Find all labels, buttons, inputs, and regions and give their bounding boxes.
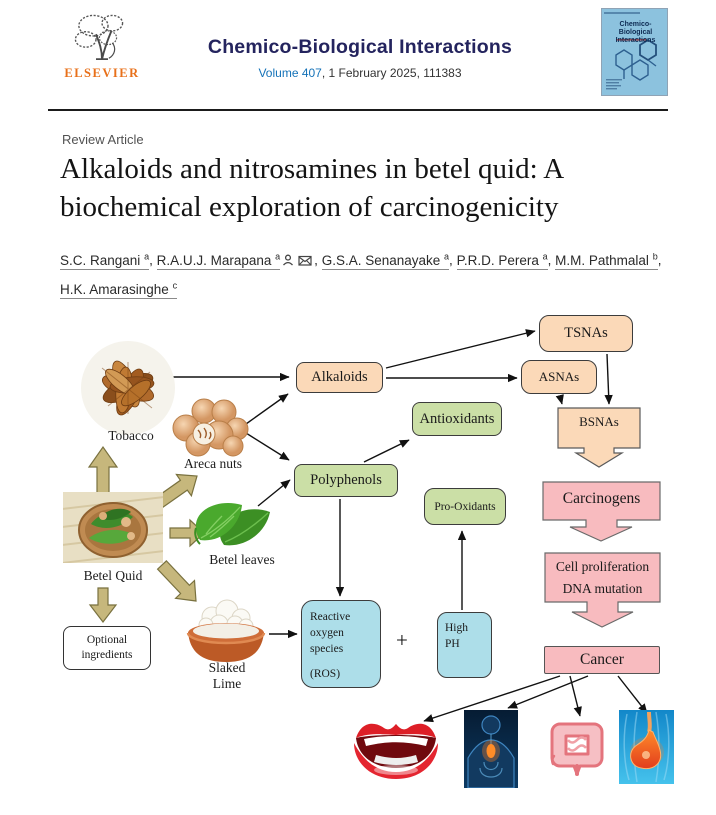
author-link[interactable]: R.A.U.J. Marapana $^a$: [156, 251, 281, 268]
journal-title-link[interactable]: Chemico-Biological Interactions: [207, 36, 513, 58]
asnas-node: ASNAs: [521, 360, 597, 394]
areca-nuts-label: Areca nuts: [183, 456, 243, 471]
article-title: Alkaloids and nitrosamines in betel quid: A biochemical exploration of carcinogenicity: [60, 153, 563, 223]
optional-ingredients-node: Optional ingredients: [63, 626, 151, 670]
author-list: S.C. Rangani $^a$, R.A.U.J. Marapana $^a$ , G.S.A. Senanayake $^a$, P.R.D. Perera $^a$, M.M. Pathmalal $^b$, H.K. Amarasinghe $^c$: [60, 244, 672, 302]
tobacco-label: Tobacco: [108, 428, 154, 443]
plus-operator: +: [396, 628, 408, 652]
betel-leaves-label: Betel leaves: [209, 552, 275, 567]
colon-cancer-image: [548, 716, 606, 783]
dna-mutation-label: DNA mutation: [562, 581, 643, 596]
alkaloids-node: Alkaloids: [296, 362, 383, 393]
author-link[interactable]: M.M. Pathmalal $^b$: [555, 251, 658, 268]
betel-leaves-photo: [192, 498, 272, 559]
carcinogens-label: Carcinogens: [562, 490, 641, 507]
betel-quid-photo: [63, 492, 163, 568]
ros-node: Reactive oxygen species (ROS): [301, 600, 381, 688]
bsnas-label: BSNAs: [579, 414, 619, 429]
author-link[interactable]: S.C. Rangani $^a$: [60, 251, 150, 268]
pro-oxidants-node: Pro-Oxidants: [424, 488, 506, 525]
stomach-cancer-image: [619, 710, 674, 789]
high-ph-node: High PH: [437, 612, 492, 678]
article-type-label: Review Article: [62, 132, 144, 147]
author-link[interactable]: H.K. Amarasinghe $^c$: [60, 280, 178, 297]
author-link[interactable]: G.S.A. Senanayake $^a$: [321, 251, 450, 268]
throat-cancer-image: [464, 710, 518, 793]
mouth-cancer-image: [350, 710, 442, 785]
slaked-lime-label: Slaked Lime: [208, 660, 246, 691]
issue-info: , 1 February 2025, 111383: [321, 66, 462, 80]
betel-quid-label: Betel Quid: [83, 568, 143, 583]
volume-link[interactable]: Volume 407: [258, 66, 322, 80]
author-link[interactable]: P.R.D. Perera $^a$: [456, 251, 548, 268]
cancer-node: Cancer: [544, 646, 660, 674]
cell-proliferation-label: Cell proliferation: [555, 559, 650, 574]
polyphenols-node: Polyphenols: [294, 464, 398, 497]
cover-title: Chemico-Biological Interactions: [615, 21, 656, 44]
antioxidants-node: Antioxidants: [412, 402, 502, 436]
elsevier-wordmark: ELSEVIER: [64, 66, 140, 80]
tsnas-node: TSNAs: [539, 315, 633, 352]
